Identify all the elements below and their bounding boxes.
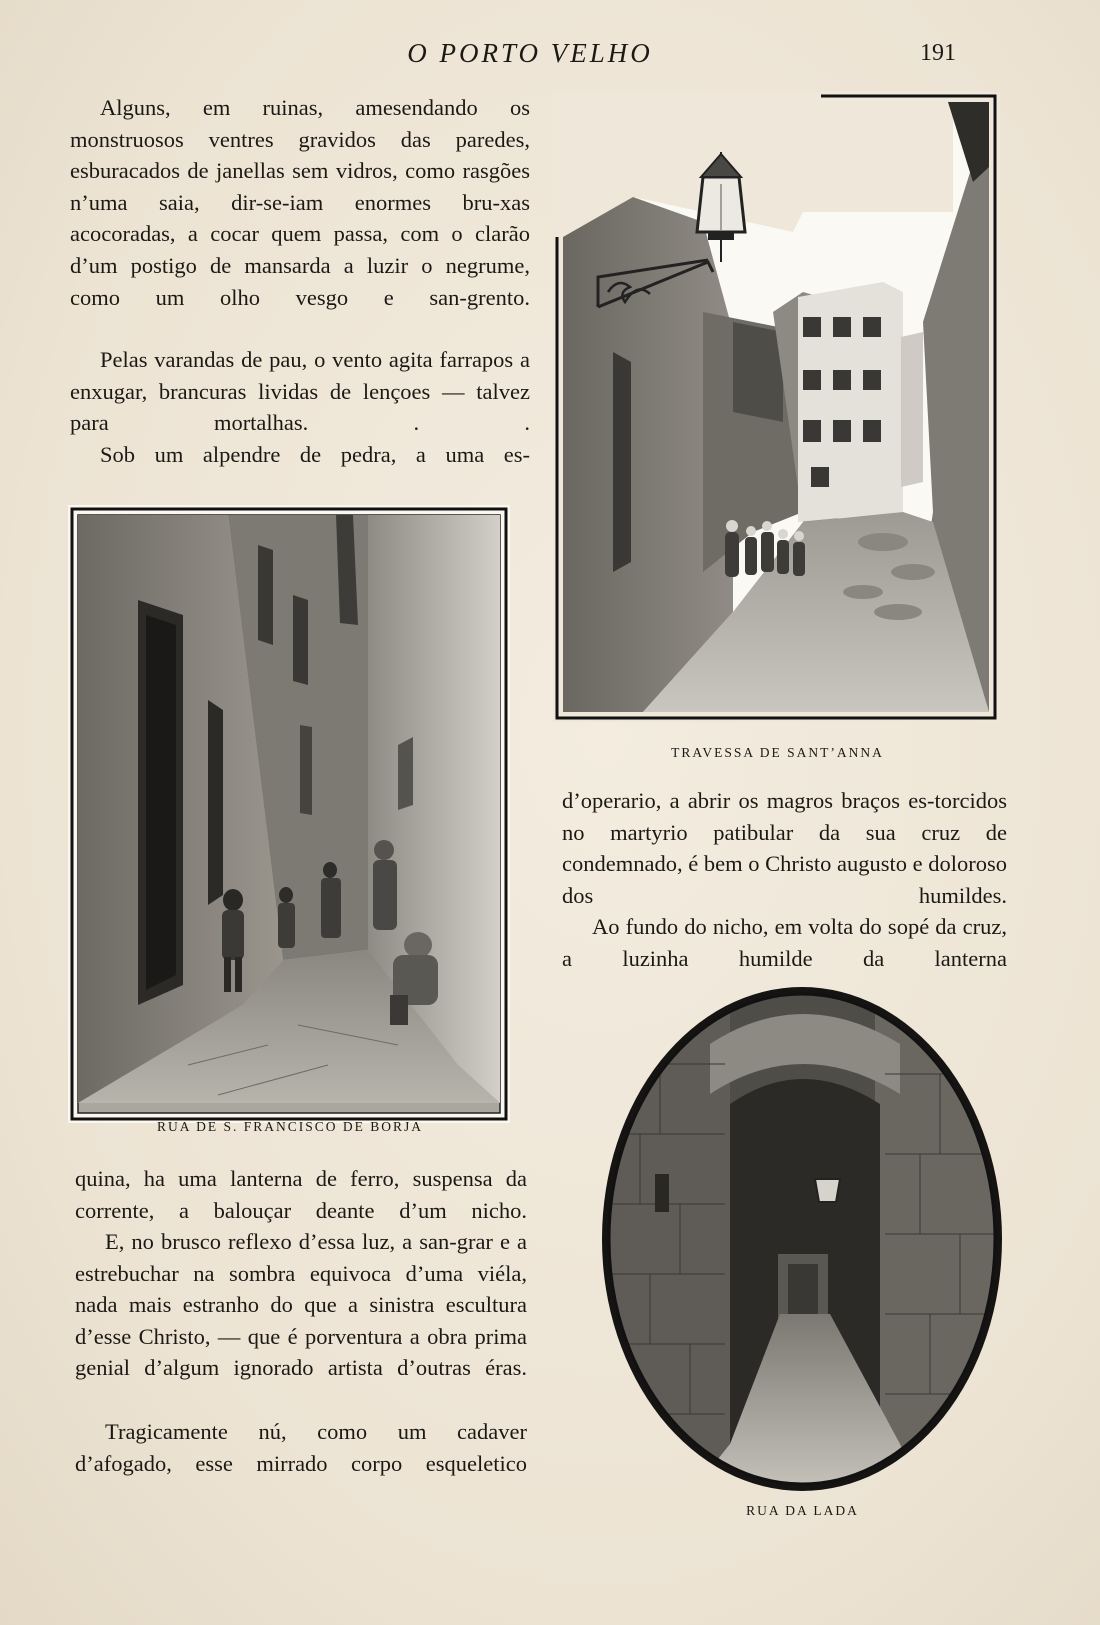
photo-rua-s-francisco-de-borja bbox=[68, 505, 510, 1123]
paragraph: Ao fundo do nicho, em volta do sopé da cruz, a luzinha humilde da lanterna bbox=[562, 914, 1007, 971]
paragraph: quina, ha uma lanterna de ferro, suspensa da corrente, a balouçar deante d’um nicho. bbox=[75, 1166, 527, 1223]
paragraph: E, no brusco reflexo d’essa luz, a san-grar e a estrebuchar na sombra equivoca d’uma viéla, nada mais estranho do que a sinistra escultura d’esse Christo, — que é porventura a obra prima genial d’algum ignorado artista d’outras éras. bbox=[75, 1229, 527, 1381]
running-title: O PORTO VELHO bbox=[407, 38, 653, 68]
caption-photo-right-bottom: RUA DA LADA bbox=[746, 1503, 859, 1518]
photo-rua-da-lada bbox=[600, 984, 1005, 1494]
paragraph: Tragicamente nú, como um cadaver d’afogado, esse mirrado corpo esqueletico bbox=[75, 1419, 527, 1476]
paragraph: d’operario, a abrir os magros braços es-torcidos no martyrio patibular da sua cruz de condemnado, é bem o Christo augusto e doloroso dos humildes. bbox=[562, 788, 1007, 908]
caption-photo-left: RUA DE S. FRANCISCO DE BORJA bbox=[156, 1119, 424, 1134]
caption-photo-right-top: TRAVESSA DE SANT’ANNA bbox=[671, 745, 884, 760]
paragraph: Pelas varandas de pau, o vento agita farrapos a enxugar, brancuras lividas de lençoes — talvez para mortalhas. . . bbox=[70, 347, 530, 436]
page-number: 191 bbox=[920, 40, 956, 66]
photo-travessa-de-santanna bbox=[553, 92, 1000, 722]
paragraph: Alguns, em ruinas, amesendando os monstruosos ventres gravidos das paredes, esburacados de janellas sem vidros, como rasgões n’uma saia, dir-se-iam enormes bru-xas acocoradas, a cocar quem passa, com o clarão d’um postigo de mansarda a luzir o negrume, como um olho vesgo e san-grento. bbox=[70, 95, 530, 310]
paragraph: Sob um alpendre de pedra, a uma es- bbox=[100, 442, 530, 467]
